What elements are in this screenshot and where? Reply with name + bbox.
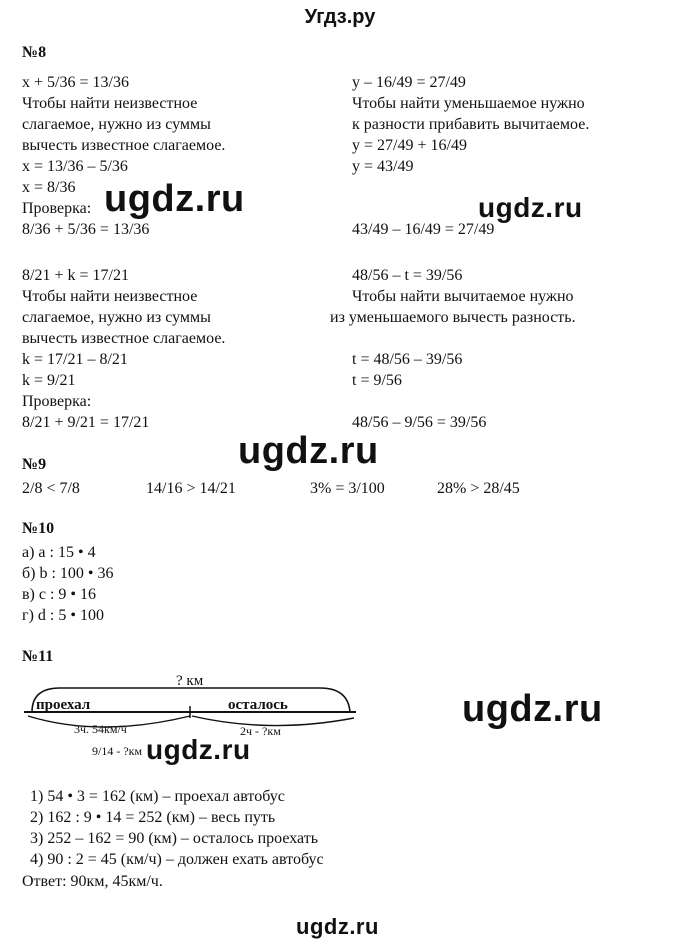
text-line: 8/36 + 5/36 = 13/36 [22, 221, 150, 238]
text-line: Проверка: [22, 393, 92, 410]
total-label: ? км [176, 673, 204, 689]
text-line: x = 13/36 – 5/36 [22, 158, 128, 175]
watermark: ugdz.ru [104, 178, 245, 220]
task8-title: №8 [22, 44, 47, 61]
task9-item: 28% > 28/45 [437, 480, 520, 497]
text-line: к разности прибавить вычитаемое. [352, 116, 590, 133]
text-line: слагаемое, нужно из суммы [22, 309, 211, 326]
solution-step: 4) 90 : 2 = 45 (км/ч) – должен ехать автобус [30, 851, 324, 868]
text-line: x + 5/36 = 13/36 [22, 74, 129, 91]
task9-item: 3% = 3/100 [310, 480, 385, 497]
text-line: Чтобы найти неизвестное [22, 288, 198, 305]
task9-item: 2/8 < 7/8 [22, 480, 80, 497]
list-item: б) b : 100 • 36 [22, 565, 114, 582]
whole-detail: 9/14 - ?км [92, 744, 143, 758]
text-line: Чтобы найти уменьшаемое нужно [352, 95, 585, 112]
task8-right2-solve: t = 48/56 – 39/56 [352, 351, 463, 368]
text-line: y = 27/49 + 16/49 [352, 137, 467, 154]
task8-right1-check: 43/49 – 16/49 = 27/49 [352, 221, 495, 238]
passed-label: проехал [36, 697, 91, 713]
task8-right2-check: 48/56 – 9/56 = 39/56 [352, 414, 487, 431]
task9-title: №9 [22, 456, 47, 473]
task9-item: 14/16 > 14/21 [146, 480, 236, 497]
text-line: вычесть известное слагаемое. [22, 137, 226, 154]
text-line: Чтобы найти неизвестное [22, 95, 198, 112]
task8-left2 [22, 265, 225, 433]
list-item: в) c : 9 • 16 [22, 586, 97, 603]
watermark: ugdz.ru [462, 688, 603, 730]
watermark: ugdz.ru [478, 192, 583, 223]
solution-step: 1) 54 • 3 = 162 (км) – проехал автобус [30, 788, 285, 805]
task11-steps [30, 786, 324, 870]
watermark: ugdz.ru [238, 430, 379, 472]
text-line: вычесть известное слагаемое. [22, 330, 226, 347]
task8-right2-rule1: Чтобы найти вычитаемое нужно [352, 288, 574, 305]
task11-answer: Ответ: 90км, 45км/ч. [22, 873, 163, 890]
solution-step: 2) 162 : 9 • 14 = 252 (км) – весь путь [30, 809, 276, 826]
remaining-label: осталось [228, 697, 288, 713]
text-line: x = 8/36 [22, 179, 76, 196]
text-line: 8/21 + k = 17/21 [22, 267, 129, 284]
watermark: ugdz.ru [146, 734, 251, 765]
text-line: y – 16/49 = 27/49 [352, 74, 466, 91]
passed-detail: 3ч. 54км/ч [74, 722, 127, 736]
task8-right2-result: t = 9/56 [352, 372, 402, 389]
task8-right1 [352, 72, 589, 177]
text-line: слагаемое, нужно из суммы [22, 116, 211, 133]
task10-list [22, 542, 114, 626]
page-header: Угдз.ру [304, 6, 376, 28]
text-line: 8/21 + 9/21 = 17/21 [22, 414, 150, 431]
task11-title: №11 [22, 648, 54, 665]
task8-right2-rule2: из уменьшаемого вычесть разность. [330, 309, 576, 326]
remaining-detail: 2ч - ?км [240, 724, 281, 738]
text-line: k = 9/21 [22, 372, 76, 389]
text-line: Проверка: [22, 200, 92, 217]
list-item: а) a : 15 • 4 [22, 544, 96, 561]
text-line: y = 43/49 [352, 158, 414, 175]
text-line: k = 17/21 – 8/21 [22, 351, 128, 368]
list-item: г) d : 5 • 100 [22, 607, 104, 624]
solution-step: 3) 252 – 162 = 90 (км) – осталось проехать [30, 830, 319, 847]
task10-title: №10 [22, 520, 55, 537]
task8-right2-eq: 48/56 – t = 39/56 [352, 267, 463, 284]
watermark: ugdz.ru [296, 914, 379, 939]
